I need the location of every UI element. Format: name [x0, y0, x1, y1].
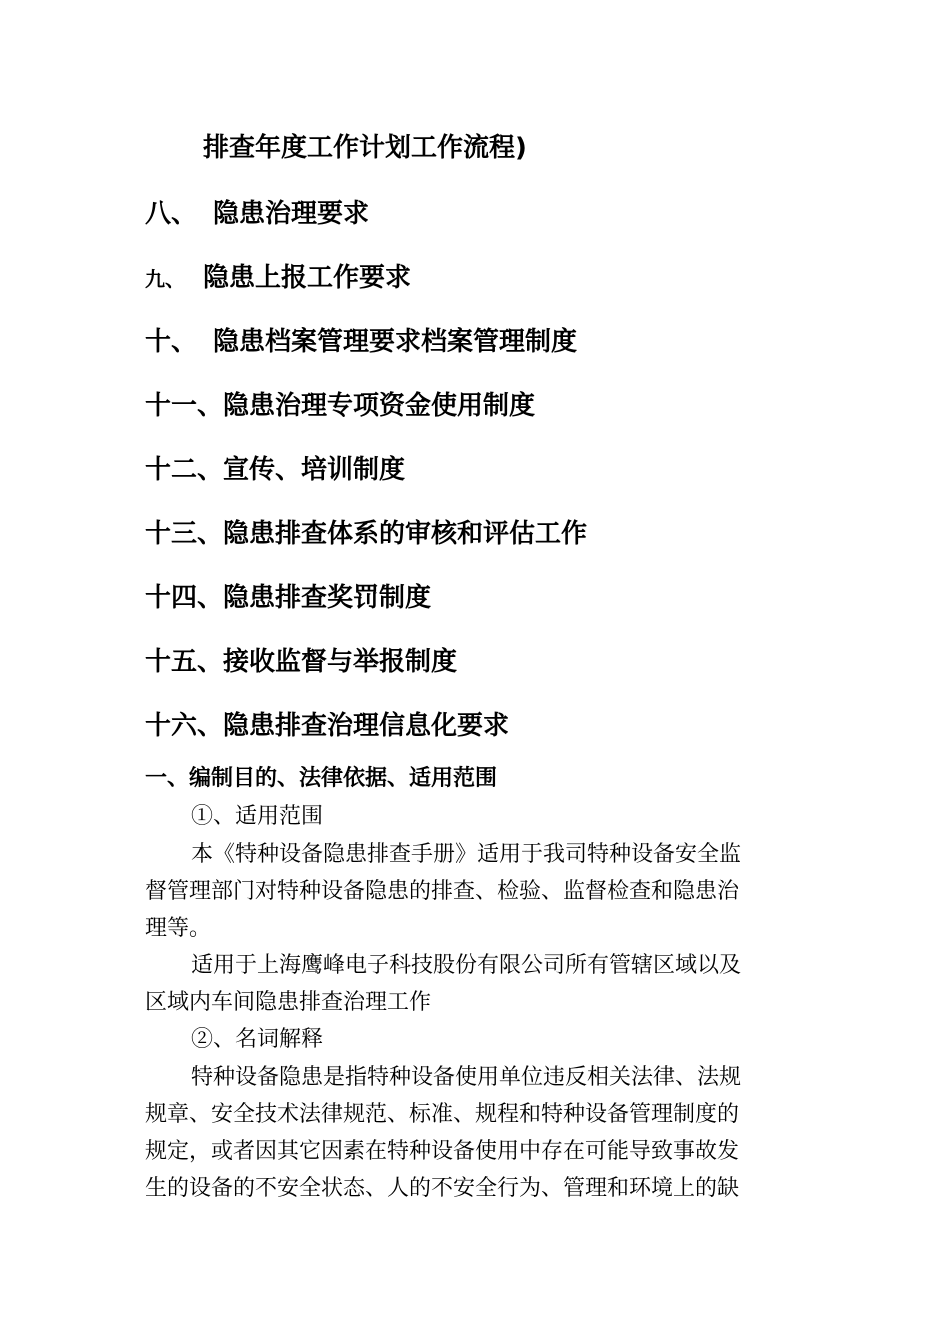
toc-title: 接收监督与举报制度 — [223, 647, 458, 677]
toc-item-15 — [145, 645, 457, 679]
paragraph-line: 生的设备的不安全状态、人的不安全行为、管理和环境上的缺 — [145, 1176, 740, 1201]
toc-number: 八、 — [145, 199, 198, 229]
toc-number: 十一、 — [145, 391, 224, 421]
toc-title: 隐患排查治理信息化要求 — [223, 711, 510, 741]
toc-title: 隐患治理要求 — [213, 199, 370, 229]
toc-number: 十二、 — [145, 455, 224, 485]
toc-title: 隐患档案管理要求档案管理制度 — [213, 327, 578, 357]
toc-continuation-line: 排查年度工作计划工作流程) — [203, 133, 527, 163]
toc-number: 十、 — [145, 327, 198, 357]
toc-title: 隐患排查奖罚制度 — [223, 583, 432, 613]
paragraph-line: 适用于上海鹰峰电子科技股份有限公司所有管辖区域以及 — [191, 953, 742, 978]
toc-item-9 — [145, 261, 411, 296]
toc-item-16 — [145, 709, 509, 743]
subheading-definitions: ②、名词解释 — [191, 1027, 324, 1052]
toc-item-11 — [145, 389, 535, 423]
toc-number: 十四、 — [145, 583, 224, 613]
toc-title: 宣传、培训制度 — [223, 455, 406, 485]
toc-item-14 — [145, 581, 431, 615]
paragraph-line: 本《特种设备隐患排查手册》适用于我司特种设备安全监 — [191, 842, 742, 867]
toc-item-13 — [145, 517, 587, 551]
paragraph-line: 督管理部门对特种设备隐患的排查、检验、监督检查和隐患治 — [145, 879, 740, 904]
section-heading: 一、编制目的、法律依据、适用范围 — [145, 766, 498, 791]
paragraph-line: 特种设备隐患是指特种设备使用单位违反相关法律、法规 — [191, 1065, 742, 1090]
paragraph-line: 区域内车间隐患排查治理工作 — [145, 990, 432, 1015]
toc-item-10 — [145, 325, 577, 359]
toc-title: 隐患上报工作要求 — [203, 263, 412, 293]
toc-item-8 — [145, 197, 369, 231]
paragraph-line: 规章、安全技术法律规范、标准、规程和特种设备管理制度的 — [145, 1102, 740, 1127]
toc-number: 九、 — [145, 267, 185, 291]
toc-item-12 — [145, 453, 405, 487]
paragraph-line: 规定，或者因其它因素在特种设备使用中存在可能导致事故发 — [145, 1139, 740, 1164]
toc-number: 十六、 — [145, 711, 224, 741]
paragraph-line: 理等。 — [145, 916, 212, 941]
toc-title: 隐患治理专项资金使用制度 — [223, 391, 536, 421]
toc-number: 十三、 — [145, 519, 224, 549]
toc-number: 十五、 — [145, 647, 224, 677]
toc-title: 隐患排查体系的审核和评估工作 — [223, 519, 588, 549]
subheading-scope: ①、适用范围 — [191, 804, 324, 829]
